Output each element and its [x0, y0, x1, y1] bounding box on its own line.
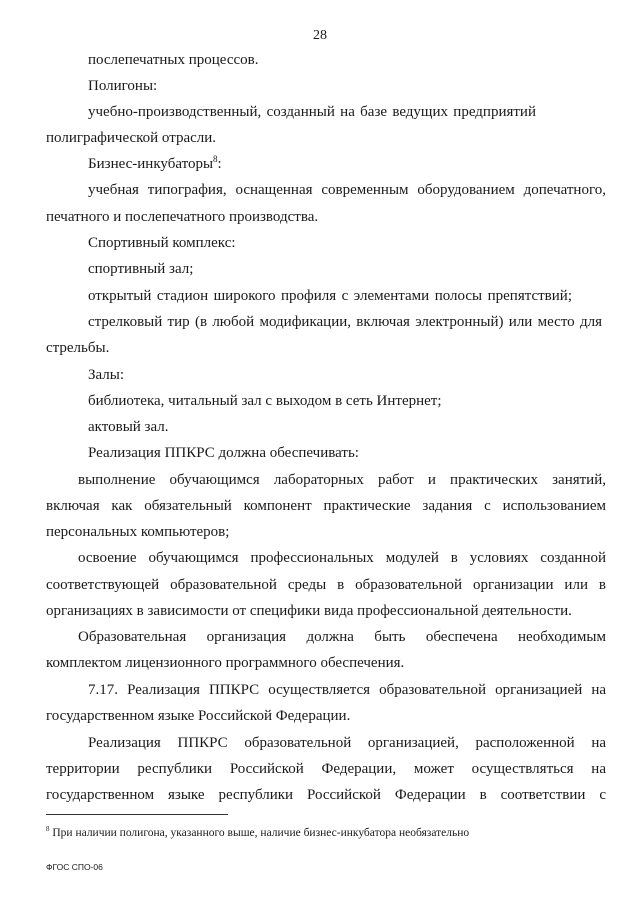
footnote-divider [46, 814, 228, 815]
text-line: персональных компьютеров; [46, 524, 230, 540]
text-line: государственном языке республики Российской Федерации в соответствии с [46, 787, 606, 803]
text-line: библиотека, читальный зал с выходом в сеть Интернет; [88, 393, 442, 409]
text-line [88, 155, 222, 173]
text-line: актовый зал. [88, 419, 169, 435]
text-line: включая как обязательный компонент практические задания с использованием [46, 498, 606, 514]
text-line: территории республики Российской Федерации, может осуществляться на [46, 761, 606, 777]
footnote-ref: 8 [213, 154, 218, 164]
text-span: Бизнес-инкубаторы [88, 156, 214, 172]
text-line: комплектом лицензионного программного обеспечения. [46, 655, 405, 671]
text-line: выполнение обучающимся лабораторных работ и практических занятий, [78, 472, 606, 488]
text-line: Полигоны: [88, 78, 158, 94]
document-code: ФГОС СПО-06 [46, 862, 103, 872]
text-line: Реализация ППКРС образовательной организацией, расположенной на [88, 735, 606, 751]
text-line: соответствующей образовательной среды в образовательной организации или в [46, 577, 606, 593]
text-line: Реализация ППКРС должна обеспечивать: [88, 445, 359, 461]
page-number: 28 [313, 28, 327, 43]
text-line: полиграфической отрасли. [46, 130, 217, 146]
text-line: спортивный зал; [88, 261, 194, 277]
footnote-text: При наличии полигона, указанного выше, наличие бизнес-инкубатора необязательно [49, 827, 470, 839]
text-line: послепечатных процессов. [88, 52, 259, 68]
text-line: учебная типография, оснащенная современным оборудованием допечатного, [88, 182, 606, 198]
text-line: открытый стадион широкого профиля с элементами полосы препятствий; [88, 288, 572, 304]
text-line: Образовательная организация должна быть обеспечена необходимым [78, 629, 606, 645]
footnote-marker: 8 [46, 825, 50, 834]
text-line: стрельбы. [46, 340, 110, 356]
text-line: организациях в зависимости от специфики вида профессиональной деятельности. [46, 603, 572, 619]
text-line: учебно-производственный, созданный на базе ведущих предприятий [88, 104, 536, 120]
text-line: 7.17. Реализация ППКРС осуществляется образовательной организацией на [88, 682, 606, 698]
text-line: государственном языке Российской Федерации. [46, 708, 351, 724]
footnote [46, 827, 469, 839]
text-line: Залы: [88, 367, 125, 383]
text-line: печатного и послепечатного производства. [46, 209, 319, 225]
text-span: : [217, 156, 222, 172]
text-line: стрелковый тир (в любой модификации, включая электронный) или место для [88, 314, 602, 330]
text-line: Спортивный комплекс: [88, 235, 236, 251]
text-line: освоение обучающимся профессиональных модулей в условиях созданной [78, 550, 606, 566]
